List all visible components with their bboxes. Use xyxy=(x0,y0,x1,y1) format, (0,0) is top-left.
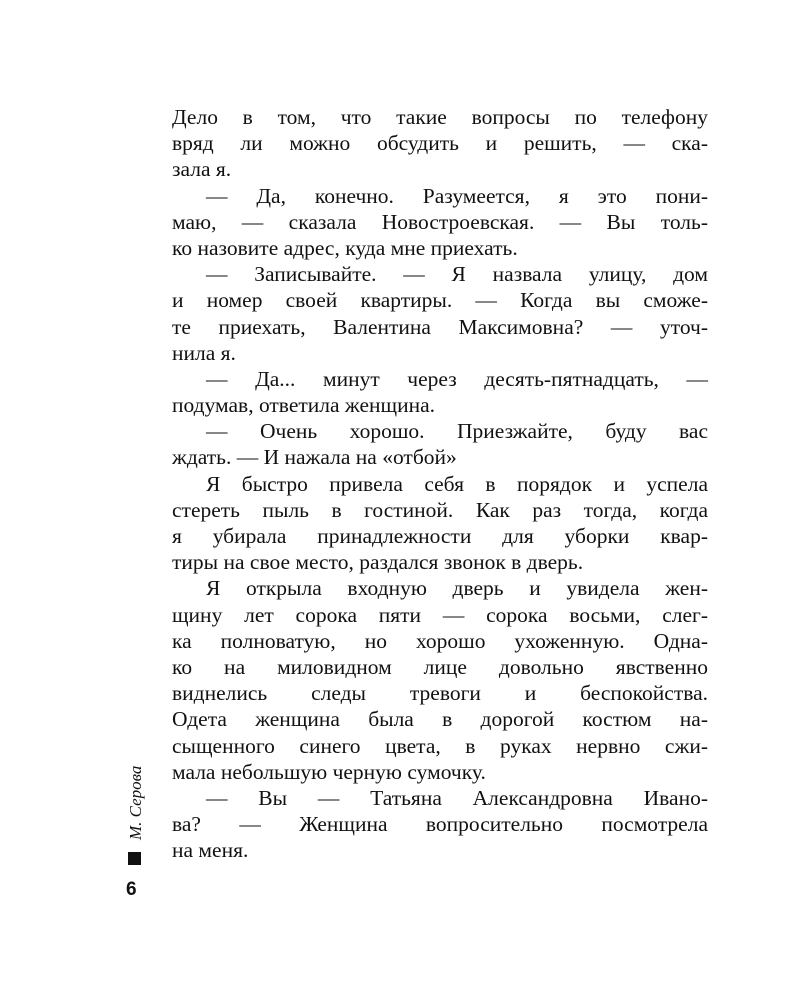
body-text xyxy=(172,104,708,863)
text-line: мала небольшую черную сумочку. xyxy=(172,759,486,784)
text-line: стереть пыль в гостиной. Как раз тогда, когда xyxy=(172,497,708,522)
text-line: Одета женщина была в дорогой костюм на- xyxy=(172,707,708,732)
square-marker-icon xyxy=(128,852,141,865)
text-line: те приехать, Валентина Максимовна? — уточ- xyxy=(172,314,708,339)
text-line: маю, — сказала Новостроевская. — Вы толь- xyxy=(172,209,708,234)
text-line: сыщенного синего цвета, в руках нервно сжи- xyxy=(172,733,708,758)
text-line: виднелись следы тревоги и беспокойства. xyxy=(172,681,708,706)
text-line: подумав, ответила женщина. xyxy=(172,393,436,418)
text-line: зала я. xyxy=(172,157,232,182)
text-line: — Записывайте. — Я назвала улицу, дом xyxy=(206,262,708,287)
text-line: ко на миловидном лице довольно явственно xyxy=(172,654,708,679)
running-head-author: М. Серова xyxy=(126,765,145,840)
text-line: — Вы — Татьяна Александровна Ивано- xyxy=(206,785,708,810)
page-number: 6 xyxy=(126,879,137,900)
text-line: я убирала принадлежности для уборки квар- xyxy=(172,524,708,548)
text-line: ко назовите адрес, куда мне приехать. xyxy=(172,235,518,260)
text-line: щину лет сорока пяти — сорока восьми, слег- xyxy=(172,602,708,627)
text-line: — Да... минут через десять-пятнадцать, — xyxy=(206,366,708,391)
text-line: ка полноватую, но хорошо ухоженную. Одна- xyxy=(172,628,708,653)
text-line: ждать. — И нажала на «отбой» xyxy=(172,445,457,470)
text-line: Я открыла входную дверь и увидела жен- xyxy=(206,576,708,601)
text-line: Я быстро привела себя в порядок и успела xyxy=(206,471,708,496)
text-line: нила я. xyxy=(172,340,236,365)
text-line: тиры на свое место, раздался звонок в дверь. xyxy=(172,550,584,575)
text-line: Дело в том, что такие вопросы по телефону xyxy=(172,105,708,129)
text-line: — Да, конечно. Разумеется, я это пони- xyxy=(206,183,708,208)
text-line: — Очень хорошо. Приезжайте, буду вас xyxy=(206,419,708,444)
text-line: вряд ли можно обсудить и решить, — ска- xyxy=(172,131,708,156)
text-line: и номер своей квартиры. — Когда вы сможе- xyxy=(172,288,708,313)
text-line: ва? — Женщина вопросительно посмотрела xyxy=(172,812,708,837)
text-line: на меня. xyxy=(172,838,249,863)
